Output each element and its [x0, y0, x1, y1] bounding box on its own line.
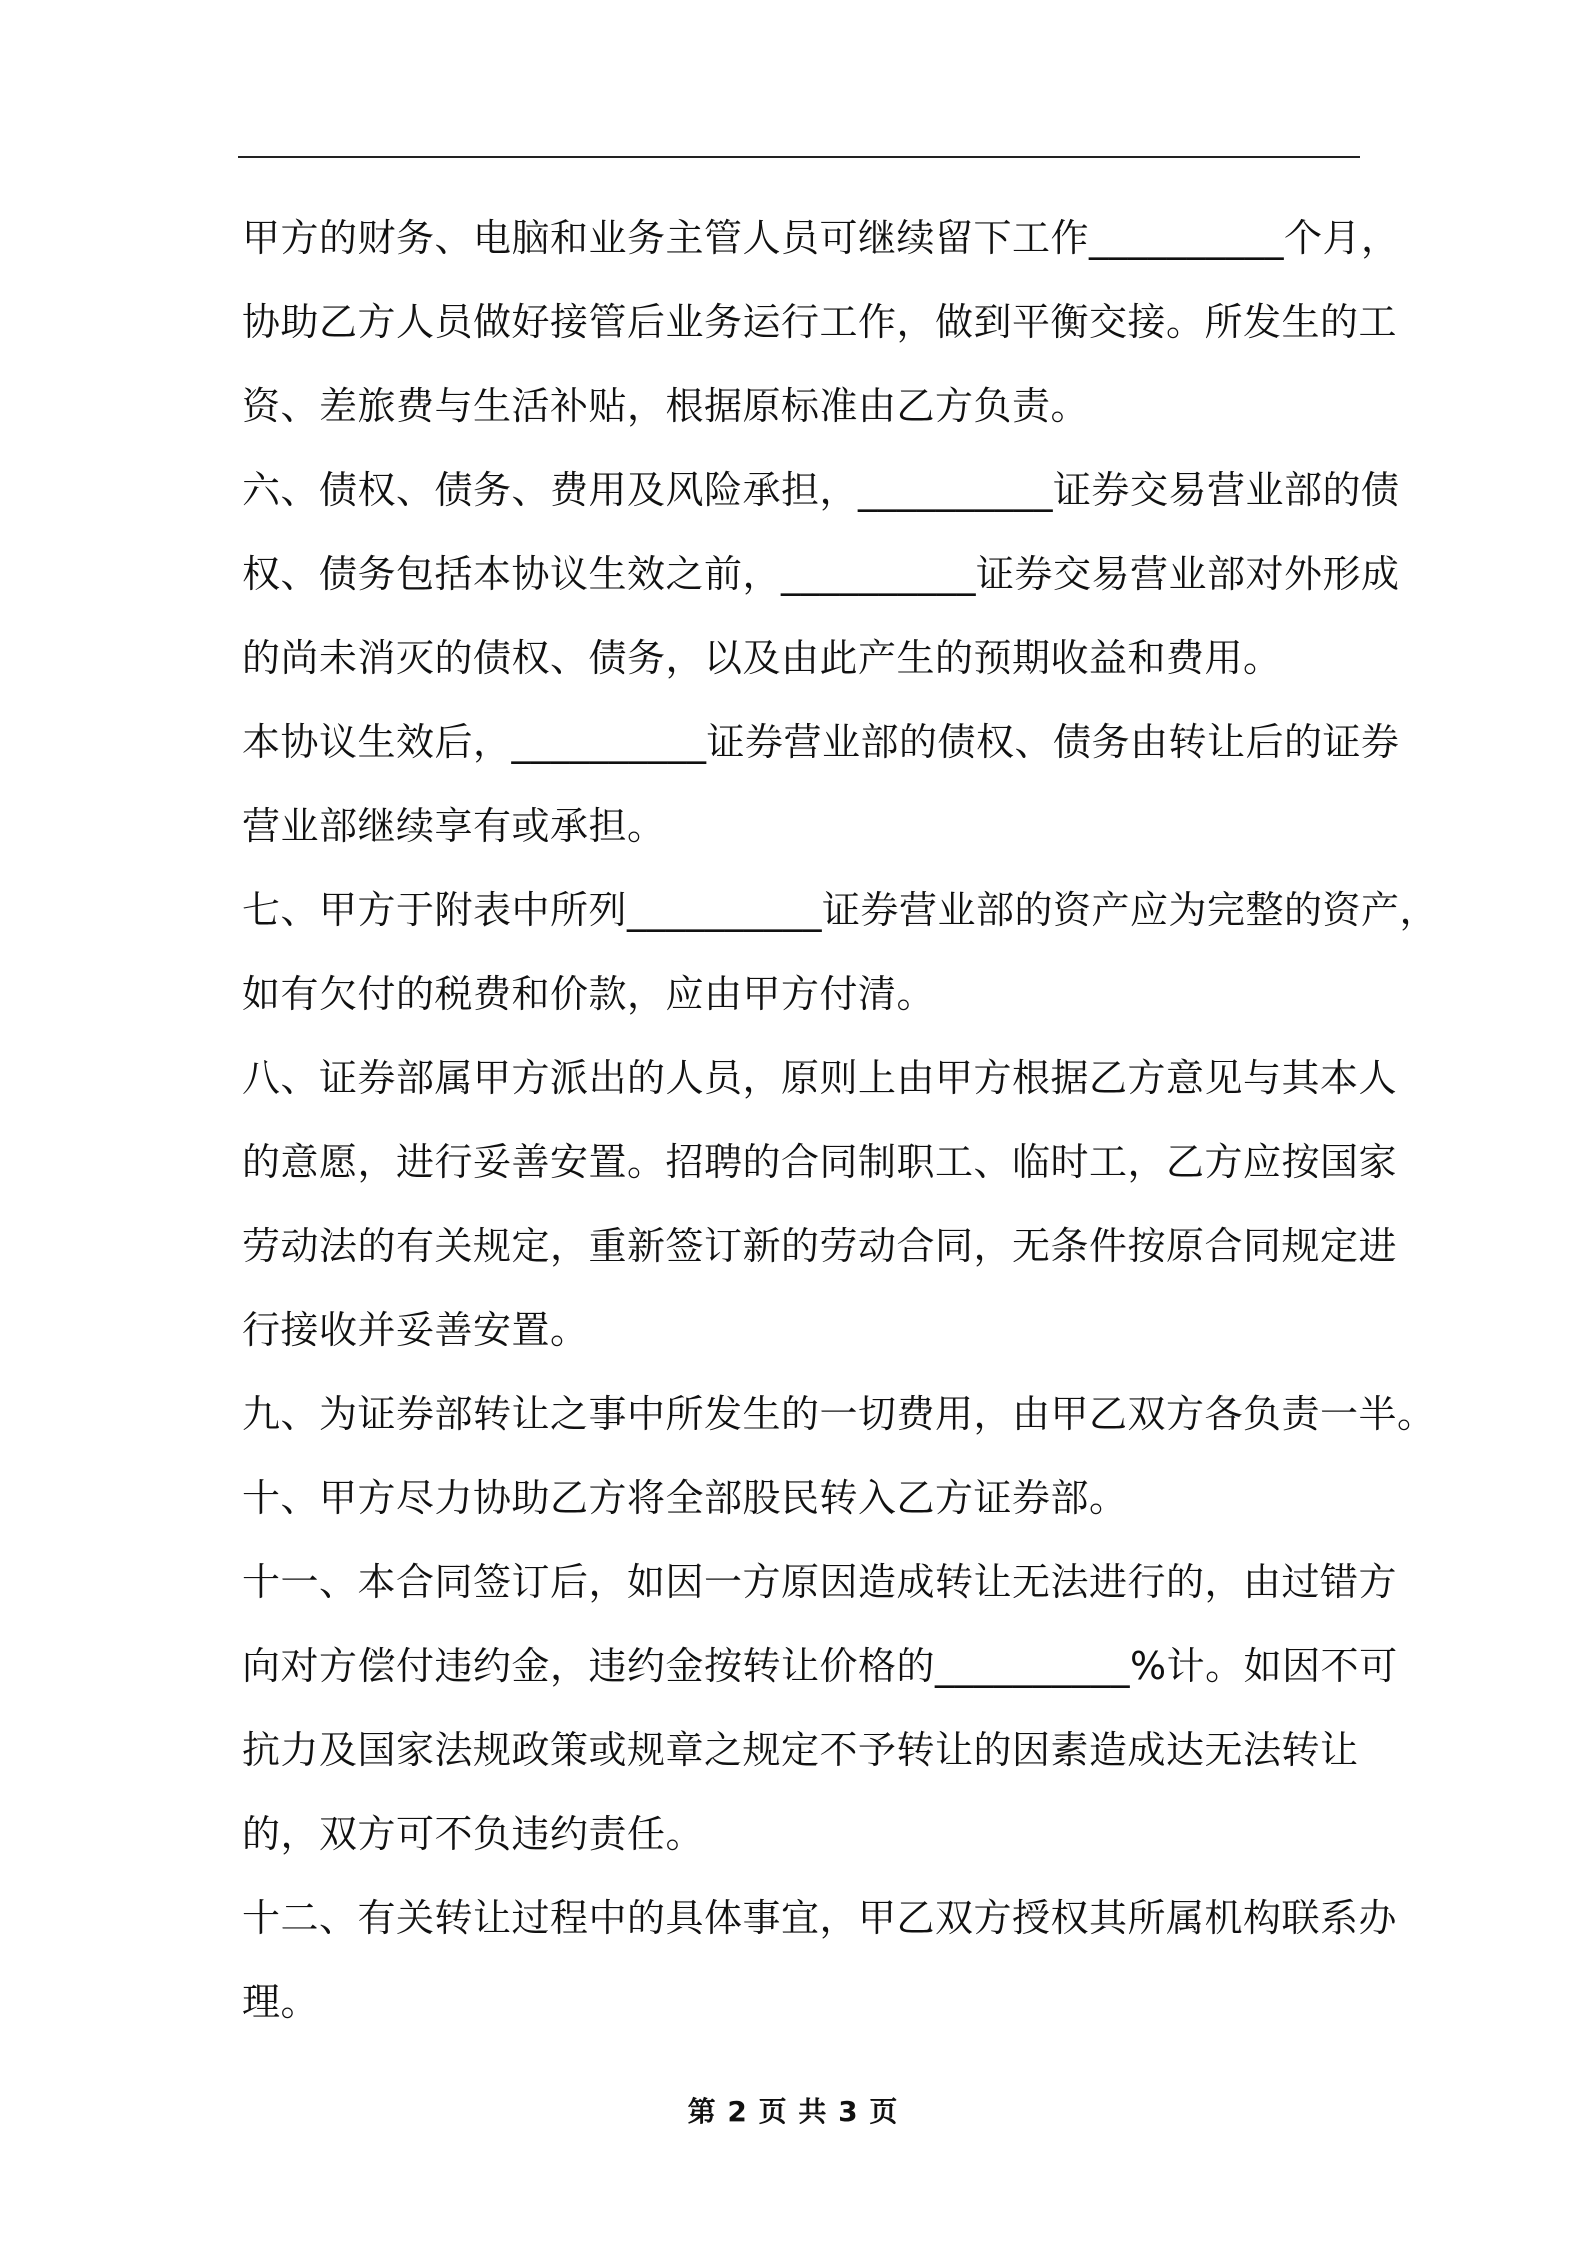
text-line: 的，双方可不负违约责任。 — [242, 1812, 705, 1856]
text-line: 的尚未消灭的债权、债务，以及由此产生的预期收益和费用。 — [242, 636, 1282, 680]
text-line: 十二、有关转让过程中的具体事宜，甲乙双方授权其所属机构联系办 — [242, 1896, 1398, 1940]
text-line: 资、差旅费与生活补贴，根据原标准由乙方负责。 — [242, 384, 1090, 428]
header-rule — [238, 156, 1360, 158]
text-line: 十一、本合同签订后，如因一方原因造成转让无法进行的，由过错方 — [242, 1560, 1398, 1604]
text-line: 劳动法的有关规定，重新签订新的劳动合同，无条件按原合同规定进 — [242, 1224, 1398, 1268]
text-line: 协助乙方人员做好接管后业务运行工作，做到平衡交接。所发生的工 — [242, 300, 1398, 344]
text-line: 营业部继续享有或承担。 — [242, 804, 666, 848]
text-line: 权、债务包括本协议生效之前，__________证券交易营业部对外形成 — [242, 552, 1400, 596]
text-line: 的意愿，进行妥善安置。招聘的合同制职工、临时工，乙方应按国家 — [242, 1140, 1398, 1184]
text-line: 本协议生效后，__________证券营业部的债权、债务由转让后的证券 — [242, 720, 1400, 764]
text-line: 八、证券部属甲方派出的人员，原则上由甲方根据乙方意见与其本人 — [242, 1056, 1398, 1100]
text-line: 向对方偿付违约金，违约金按转让价格的__________%计。如因不可 — [242, 1644, 1398, 1688]
page-number-footer: 第 2 页 共 3 页 — [687, 2095, 899, 2128]
text-line: 理。 — [242, 1980, 320, 2024]
text-line: 七、甲方于附表中所列__________证券营业部的资产应为完整的资产， — [242, 888, 1439, 932]
text-line: 甲方的财务、电脑和业务主管人员可继续留下工作__________个月， — [242, 216, 1400, 260]
text-line: 九、为证券部转让之事中所发生的一切费用，由甲乙双方各负责一半。 — [242, 1392, 1436, 1436]
text-line: 六、债权、债务、费用及风险承担，__________证券交易营业部的债 — [242, 468, 1400, 512]
text-line: 行接收并妥善安置。 — [242, 1308, 589, 1352]
text-line: 十、甲方尽力协助乙方将全部股民转入乙方证券部。 — [242, 1476, 1128, 1520]
text-line: 抗力及国家法规政策或规章之规定不予转让的因素造成达无法转让 — [242, 1728, 1359, 1772]
document-body — [242, 196, 1439, 2044]
text-line: 如有欠付的税费和价款，应由甲方付清。 — [242, 972, 936, 1016]
